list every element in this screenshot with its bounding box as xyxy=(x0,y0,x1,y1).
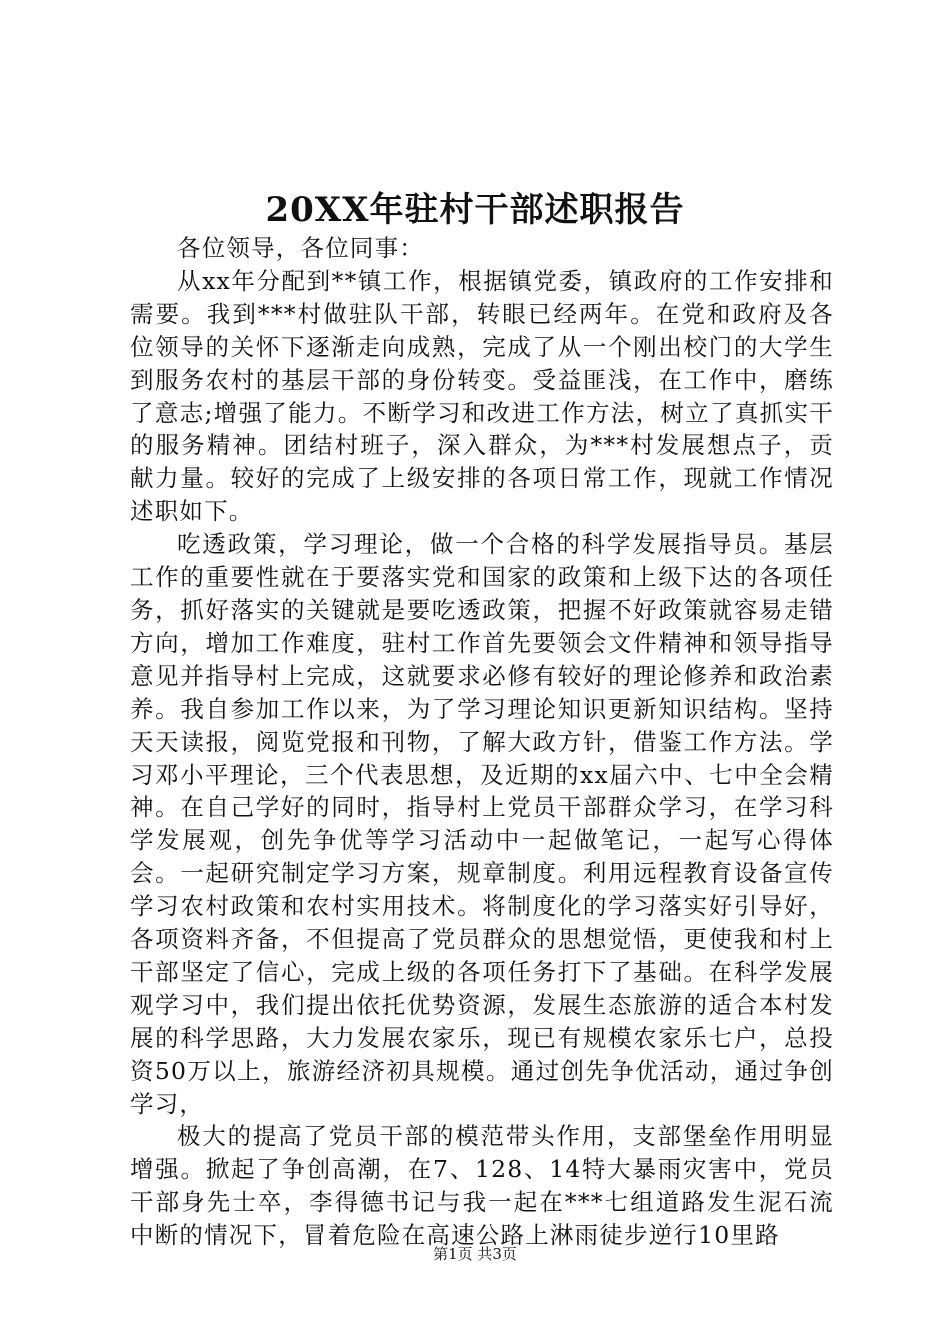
party-role-paragraph: 极大的提高了党员干部的模范带头作用，支部堡垒作用明显增强。掀起了争创高潮，在7、128、14特大暴雨灾害中，党员干部身先士卒，李得德书记与我一起在***七组道路发生泥石流中断的情况下，冒着危险在高速公路上淋雨徒步逆行10里路 xyxy=(130,1122,834,1250)
document-body xyxy=(130,232,834,1252)
policy-study-paragraph: 吃透政策，学习理论，做一个合格的科学发展指导员。基层工作的重要性就在于要落实党和国家的政策和上级下达的各项任务，抓好落实的关键就是要吃透政策，把握不好政策就容易走错方向，增加工作难度，驻村工作首先要领会文件精神和领导指导意见并指导村上完成，这就要求必修有较好的理论修养和政治素养。我自参加工作以来，为了学习理论知识更新知识结构。坚持天天读报，阅览党报和刊物，了解大政方针，借鉴工作方法。学习邓小平理论，三个代表思想，及近期的xx届六中、七中全会精神。在自己学好的同时，指导村上党员干部群众学习，在学习科学发展观，创先争优等学习活动中一起做笔记，一起写心得体会。一起研究制定学习方案，规章制度。利用远程教育设备宣传学习农村政策和农村实用技术。将制度化的学习落实好引导好，各项资料齐备，不但提高了党员群众的思想觉悟，更使我和村上干部坚定了信心，完成上级的各项任务打下了基础。在科学发展观学习中，我们提出依托优势资源，发展生态旅游的适合本村发展的科学思路，大力发展农家乐，现已有规模农家乐七户，总投资50万以上，旅游经济初具规模。通过创先争优活动，通过争创学习， xyxy=(130,530,834,1118)
document-title: 20XX年驻村干部述职报告 xyxy=(265,190,685,230)
intro-paragraph: 从xx年分配到**镇工作，根据镇党委，镇政府的工作安排和需要。我到***村做驻队干部，转眼已经两年。在党和政府及各位领导的关怀下逐渐走向成熟，完成了从一个刚出校门的大学生到服务农村的基层干部的身份转变。受益匪浅，在工作中，磨练了意志;增强了能力。不断学习和改进工作方法，树立了真抓实干的服务精神。团结村班子，深入群众，为***村发展想点子，贡献力量。较好的完成了上级安排的各项日常工作，现就工作情况述职如下。 xyxy=(130,266,834,526)
page-footer: 第1页 共3页 xyxy=(433,1245,517,1263)
salutation-paragraph: 各位领导，各位同事： xyxy=(177,234,424,262)
